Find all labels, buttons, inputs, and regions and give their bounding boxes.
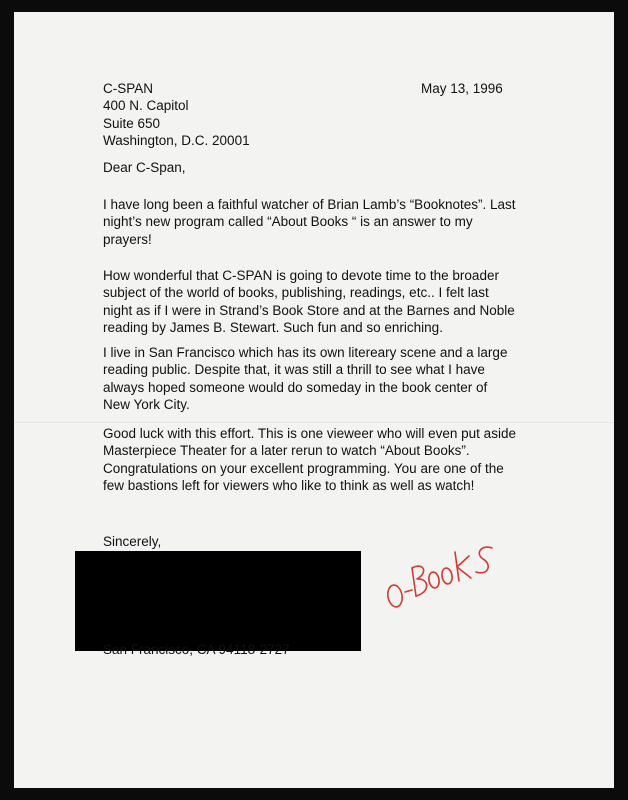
paragraph-line: always hoped someone would do someday in the book center of <box>103 379 488 395</box>
recipient-suite: Suite 650 <box>103 115 161 131</box>
paragraph-2 <box>103 267 515 337</box>
recipient-address <box>103 80 250 150</box>
letter-date: May 13, 1996 <box>421 81 503 96</box>
paragraph-line: Masterpiece Theater for a later rerun to watch “About Books”. <box>103 443 470 459</box>
paragraph-line: How wonderful that C-SPAN is going to devote time to the broader <box>103 268 499 283</box>
paragraph-line: night’s new program called “About Books “ is an answer to my <box>103 214 473 230</box>
paragraph-line: I have long been a faithful watcher of Brian Lamb’s “Booknotes”. Last <box>103 197 516 212</box>
paragraph-1 <box>103 196 516 248</box>
paragraph-line: prayers! <box>103 231 152 247</box>
handwritten-annotation <box>379 534 509 619</box>
paragraph-line: night as if I were in Strand’s Book Store and at the Barnes and Noble <box>103 302 515 318</box>
paragraph-line: I live in San Francisco which has its own litereary scene and a large <box>103 345 508 360</box>
paper-fold <box>14 422 614 423</box>
salutation: Dear C-Span, <box>103 160 186 175</box>
letter-page <box>14 12 614 788</box>
recipient-name: C-SPAN <box>103 81 154 96</box>
paragraph-line: few bastions left for viewers who like to think as well as watch! <box>103 478 475 494</box>
handwritten-o-books-icon <box>379 534 509 614</box>
closing: Sincerely, <box>103 534 162 549</box>
paragraph-line: reading by James B. Stewart. Such fun and so enriching. <box>103 320 443 336</box>
recipient-street: 400 N. Capitol <box>103 98 189 114</box>
sender-city: San Francisco, CA 94118-2727 <box>103 642 290 657</box>
recipient-city: Washington, D.C. 20001 <box>103 133 250 149</box>
paragraph-line: Good luck with this effort. This is one vieweer who will even put aside <box>103 426 516 441</box>
paragraph-line: New York City. <box>103 397 190 413</box>
paragraph-line: reading public. Despite that, it was still a thrill to see what I have <box>103 362 485 378</box>
paragraph-line: subject of the world of books, publishing, readings, etc.. I felt last <box>103 285 489 301</box>
paragraph-4 <box>103 425 516 495</box>
redaction-block <box>75 551 361 651</box>
paragraph-line: Congratulations on your excellent programming. You are one of the <box>103 460 504 476</box>
paragraph-3 <box>103 344 507 414</box>
